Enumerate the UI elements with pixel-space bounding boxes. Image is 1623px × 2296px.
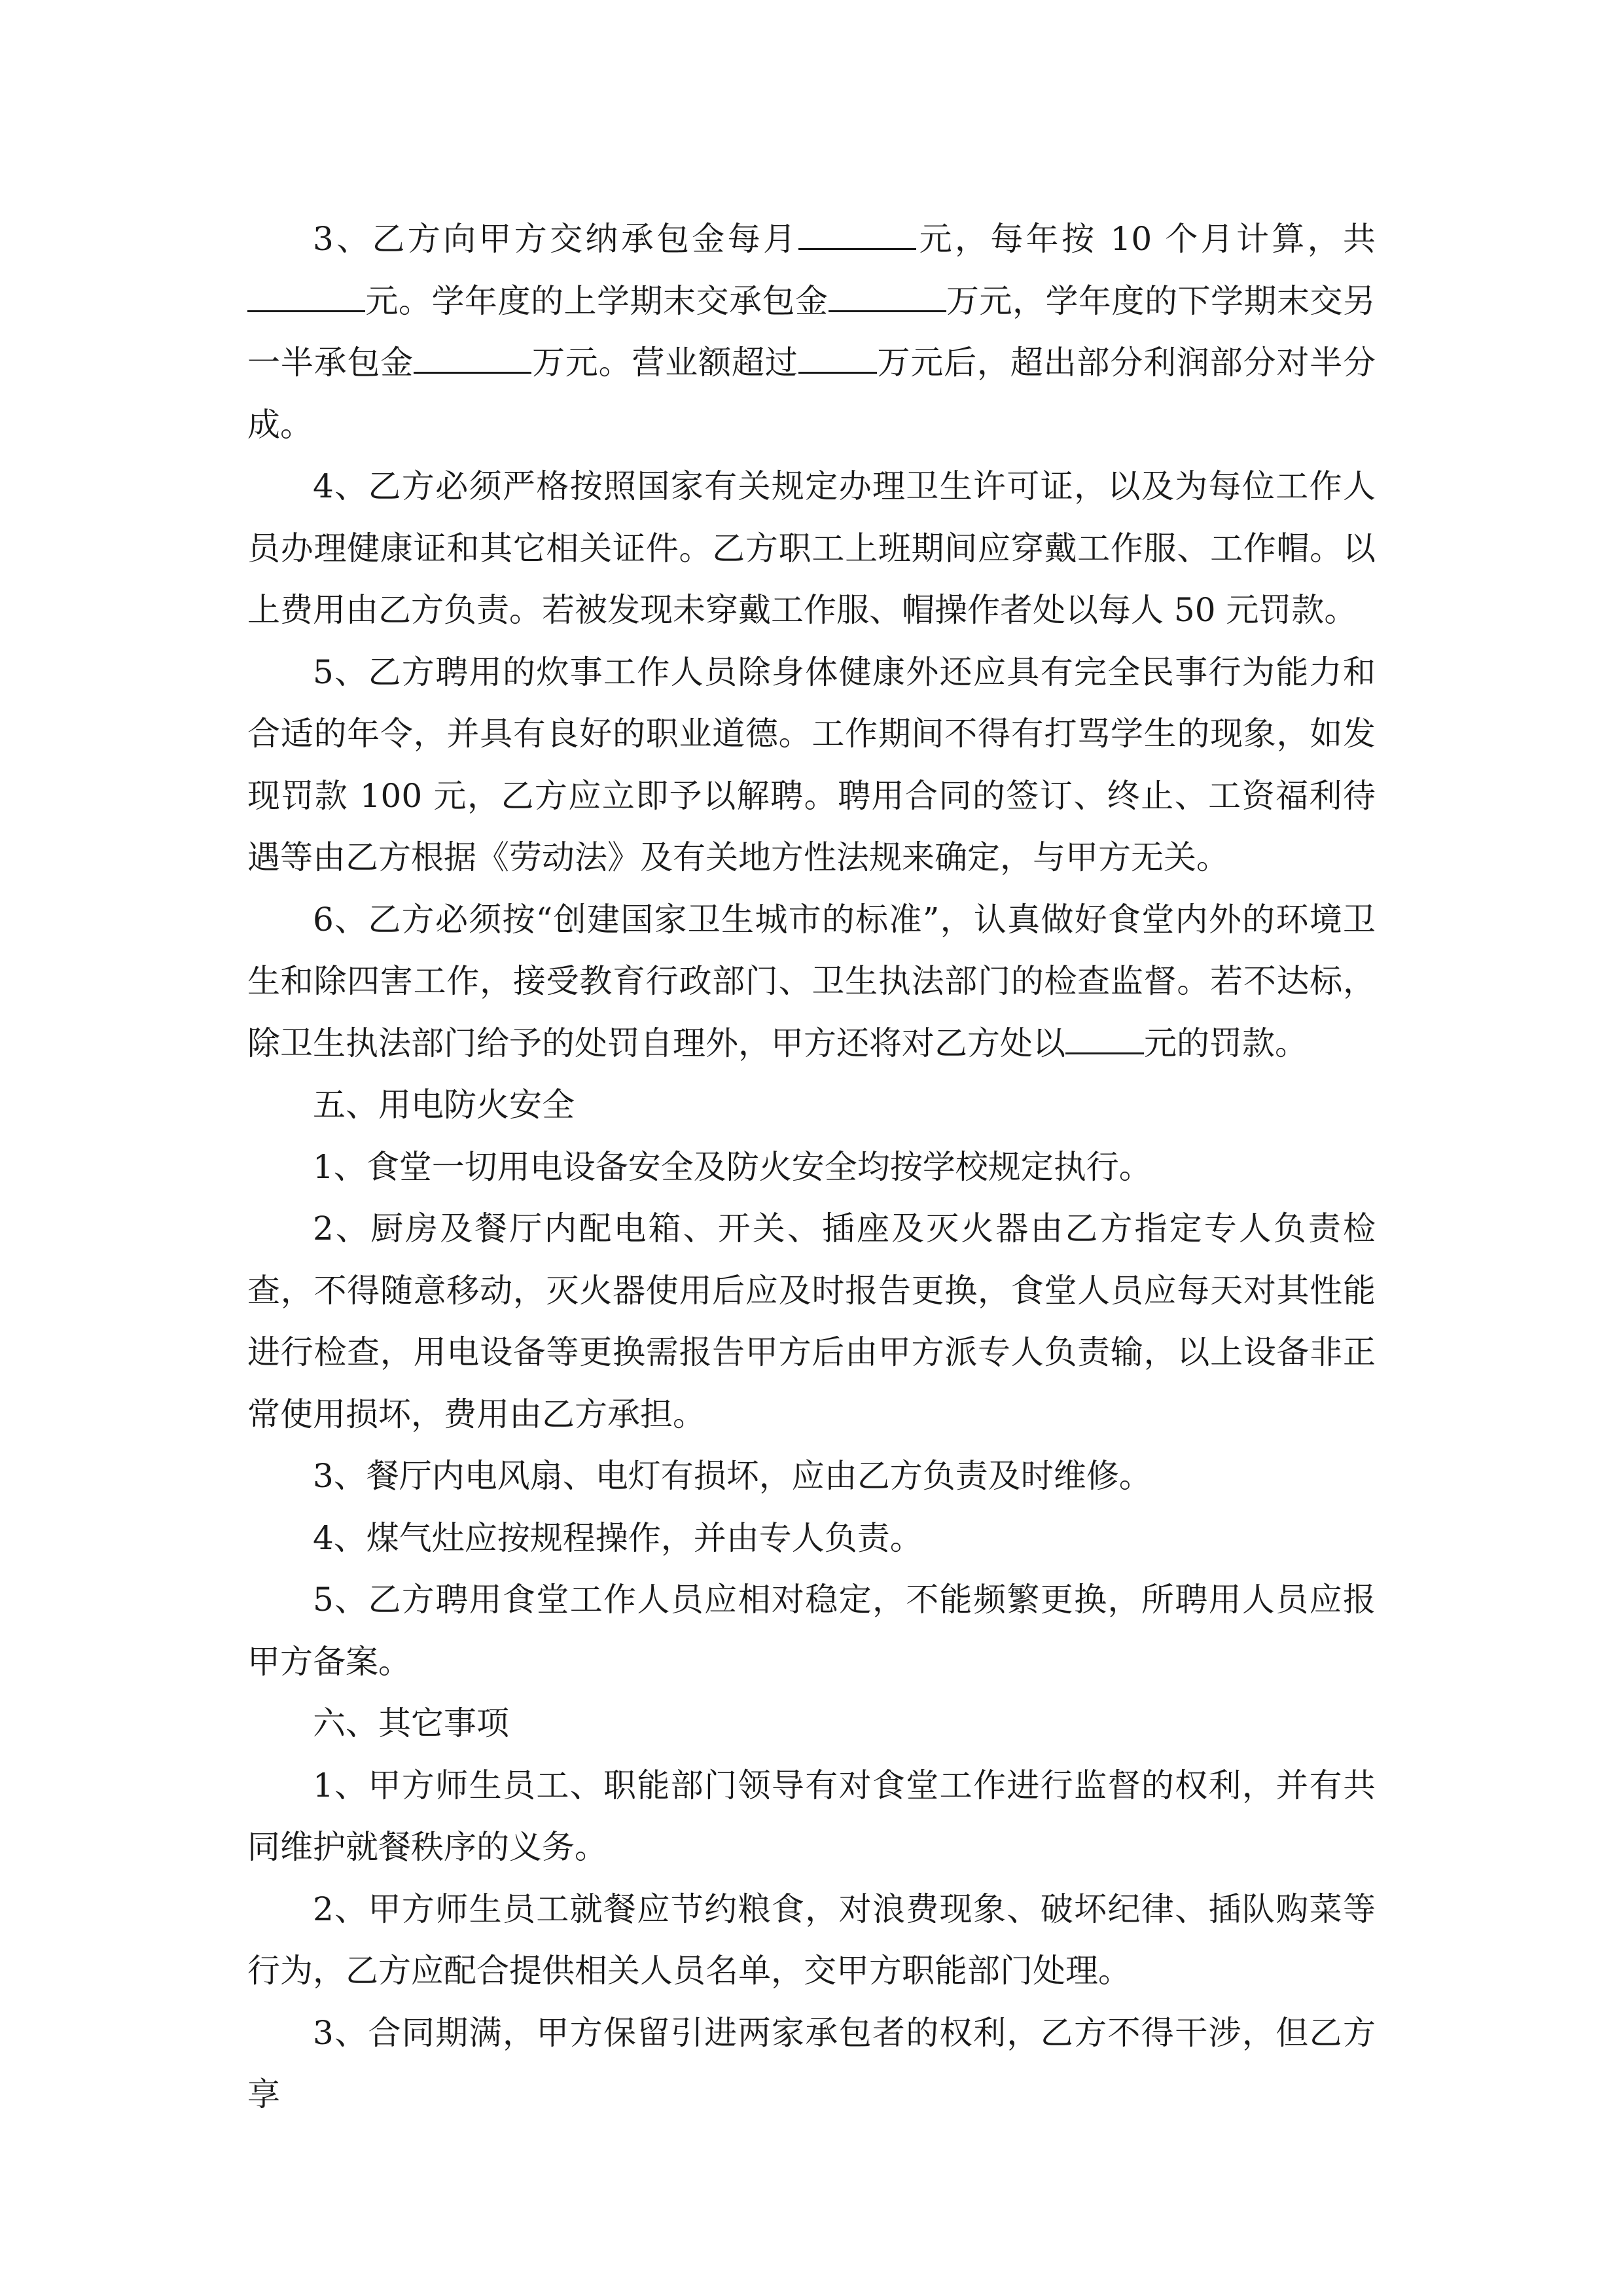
fill-blank-first-term[interactable] (829, 284, 946, 312)
section-heading-5: 五、用电防火安全 (313, 1086, 575, 1124)
document-page (247, 208, 1376, 2126)
clause-4-licenses: 4、乙方必须严格按照国家有关规定办理卫生许可证，以及为每位工作人员办理健康证和其它相关证件。乙方职工上班期间应穿戴工作服、工作帽。以上费用由乙方负责。若被发现未穿戴工作服、帽操作者处以每人 50 元罚款。 (247, 467, 1376, 629)
clause-5-staff: 5、乙方聘用的炊事工作人员除身体健康外还应具有完全民事行为能力和合适的年令，并具有良好的职业道德。工作期间不得有打骂学生的现象，如发现罚款 100 元，乙方应立即予以解聘。聘用合同的签订、终止、工资福利待遇等由乙方根据《劳动法》及有关地方性法规来确定，与甲方无关。 (247, 653, 1376, 876)
clause-5-3: 3、餐厅内电风扇、电灯有损坏，应由乙方负责及时维修。 (313, 1457, 1152, 1495)
clause-6-3: 3、合同期满，甲方保留引进两家承包者的权利，乙方不得干涉，但乙方享 (247, 2013, 1376, 2113)
clause-6-2: 2、甲方师生员工就餐应节约粮食，对浪费现象、破坏纪律、插队购菜等行为，乙方应配合提供相关人员名单，交甲方职能部门处理。 (247, 1890, 1376, 1990)
fill-blank-monthly-fee[interactable] (798, 222, 916, 250)
fill-blank-fine-amount[interactable] (1065, 1026, 1144, 1054)
fill-blank-revenue-threshold[interactable] (798, 346, 877, 374)
clause-5-5: 5、乙方聘用食堂工作人员应相对稳定，不能频繁更换，所聘用人员应报甲方备案。 (247, 1581, 1376, 1681)
clause-5-4: 4、煤气灶应按规程操作，并由专人负责。 (313, 1518, 923, 1557)
clause-5-2: 2、厨房及餐厅内配电箱、开关、插座及灭火器由乙方指定专人负责检查，不得随意移动，灭火器使用后应及时报告更换，食堂人员应每天对其性能进行检查，用电设备等更换需报告甲方后由甲方派专人负责输，以上设备非正常使用损坏，费用由乙方承担。 (247, 1210, 1376, 1433)
fill-blank-second-term[interactable] (414, 346, 531, 374)
clause-5-1: 1、食堂一切用电设备安全及防火安全均按学校规定执行。 (313, 1147, 1152, 1186)
clause-6-hygiene: 6、乙方必须按“创建国家卫生城市的标准”，认真做好食堂内外的环境卫生和除四害工作，接受教育行政部门、卫生执法部门的检查监督。若不达标，除卫生执法部门给予的处罚自理外，甲方还将对乙方处以 元的罚款。 (247, 900, 1376, 1062)
fill-blank-annual-total[interactable] (247, 284, 365, 312)
clause-3-fee: 3、乙方向甲方交纳承包金每月 元，每年按 10 个月计算，共元。学年度的上学期末交承包金 万元，学年度的下学期末交另一半承包金 万元。营业额超过 万元后，超出部分利润部分对半分成。 (247, 220, 1376, 444)
clause-6-1: 1、甲方师生员工、职能部门领导有对食堂工作进行监督的权利，并有共同维护就餐秩序的义务。 (247, 1766, 1376, 1866)
section-heading-6: 六、其它事项 (313, 1704, 509, 1742)
